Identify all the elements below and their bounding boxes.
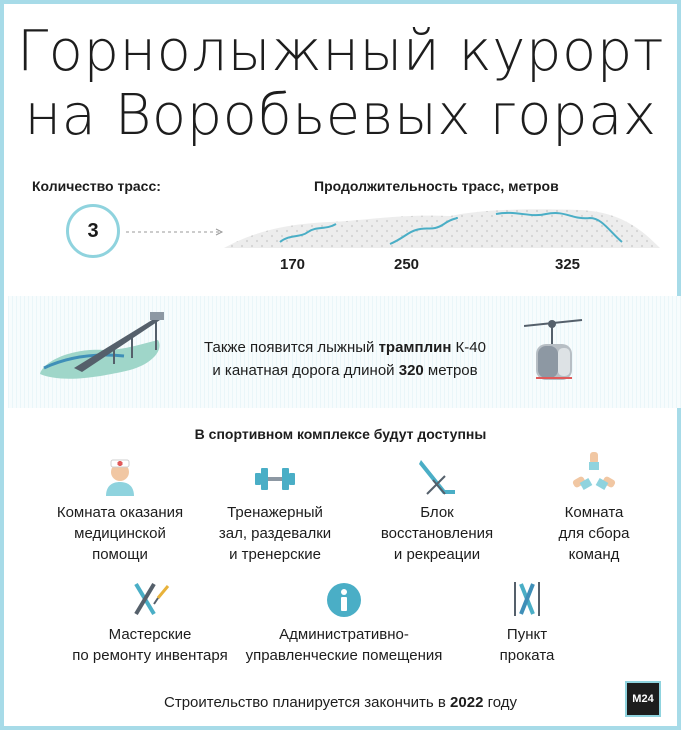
facility-medical-line3: помощи [92,546,148,563]
facility-admin-line2: управленческие помещения [245,647,443,664]
lounge-chair-icon [415,456,459,496]
facility-medical-line1: Комната оказания [56,504,184,521]
skis-icon [507,580,547,618]
medic-icon [102,456,138,496]
feature-text-part4: метров [423,362,478,379]
tracks-count-label: Количество трасс: [32,178,161,194]
facility-gym [200,462,350,565]
facility-rental-line1: Пункт [506,626,548,643]
completion-year: 2022 [450,694,484,711]
feature-text-part2: К-40 [451,339,486,356]
feature-text-bold2: 320 [398,362,424,379]
title-line-1: Горнолыжный курорт [16,19,664,84]
facility-workshops-line1: Мастерские [108,626,192,643]
title-line-2: на Воробьевых горах [24,83,657,148]
facility-recovery-line3: и рекреации [393,546,481,563]
facility-admin-line1: Административно- [279,626,409,643]
facility-recovery-line2: восстановления [380,525,494,542]
facility-recovery-line1: Блок [420,504,454,521]
completion-note [4,694,677,711]
track-length-3: 325 [555,256,581,273]
ski-jump-icon [34,304,174,384]
facility-team-room-line2: для сбора [558,525,630,542]
completion-note-part1: Строительство планируется закончить в [164,694,451,711]
facility-workshops-line2: по ремонту инвентаря [72,647,228,664]
facility-medical [40,456,200,565]
slopes-hill-icon [220,204,664,254]
feature-text [180,336,510,382]
tracks-length-label: Продолжительность трасс, метров [314,178,559,194]
facility-workshops [60,580,240,666]
feature-text-bold1: трамплин [378,339,452,356]
facility-rental [482,580,572,666]
m24-logo: M24 [625,681,661,717]
facilities-title: В спортивном комплексе будут доступны [194,426,487,442]
facility-team-room-line1: Комната [564,504,624,521]
tracks-count-badge: 3 [66,204,120,258]
facility-team-room [524,450,664,565]
track-length-1: 170 [280,256,306,273]
facility-rental-line2: проката [499,647,555,664]
completion-note-part2: году [483,694,517,711]
info-icon [326,582,362,618]
track-length-2: 250 [394,256,420,273]
facility-team-room-line3: команд [568,546,620,563]
feature-text-part3: и канатная дорога длиной [212,362,399,379]
facility-medical-line2: медицинской [74,525,166,542]
facility-admin [244,582,444,666]
tools-icon [128,580,172,618]
dumbbell-icon [253,462,297,496]
facility-gym-line1: Тренажерный [227,504,323,521]
cable-car-icon [524,316,584,388]
dashed-arrow-icon [126,226,230,238]
facility-gym-line3: и тренерские [229,546,321,563]
feature-text-part1: Также появится лыжный [204,339,379,356]
facility-recovery [362,456,512,565]
facility-gym-line2: зал, раздевалки [218,525,332,542]
team-hands-icon [569,450,619,496]
